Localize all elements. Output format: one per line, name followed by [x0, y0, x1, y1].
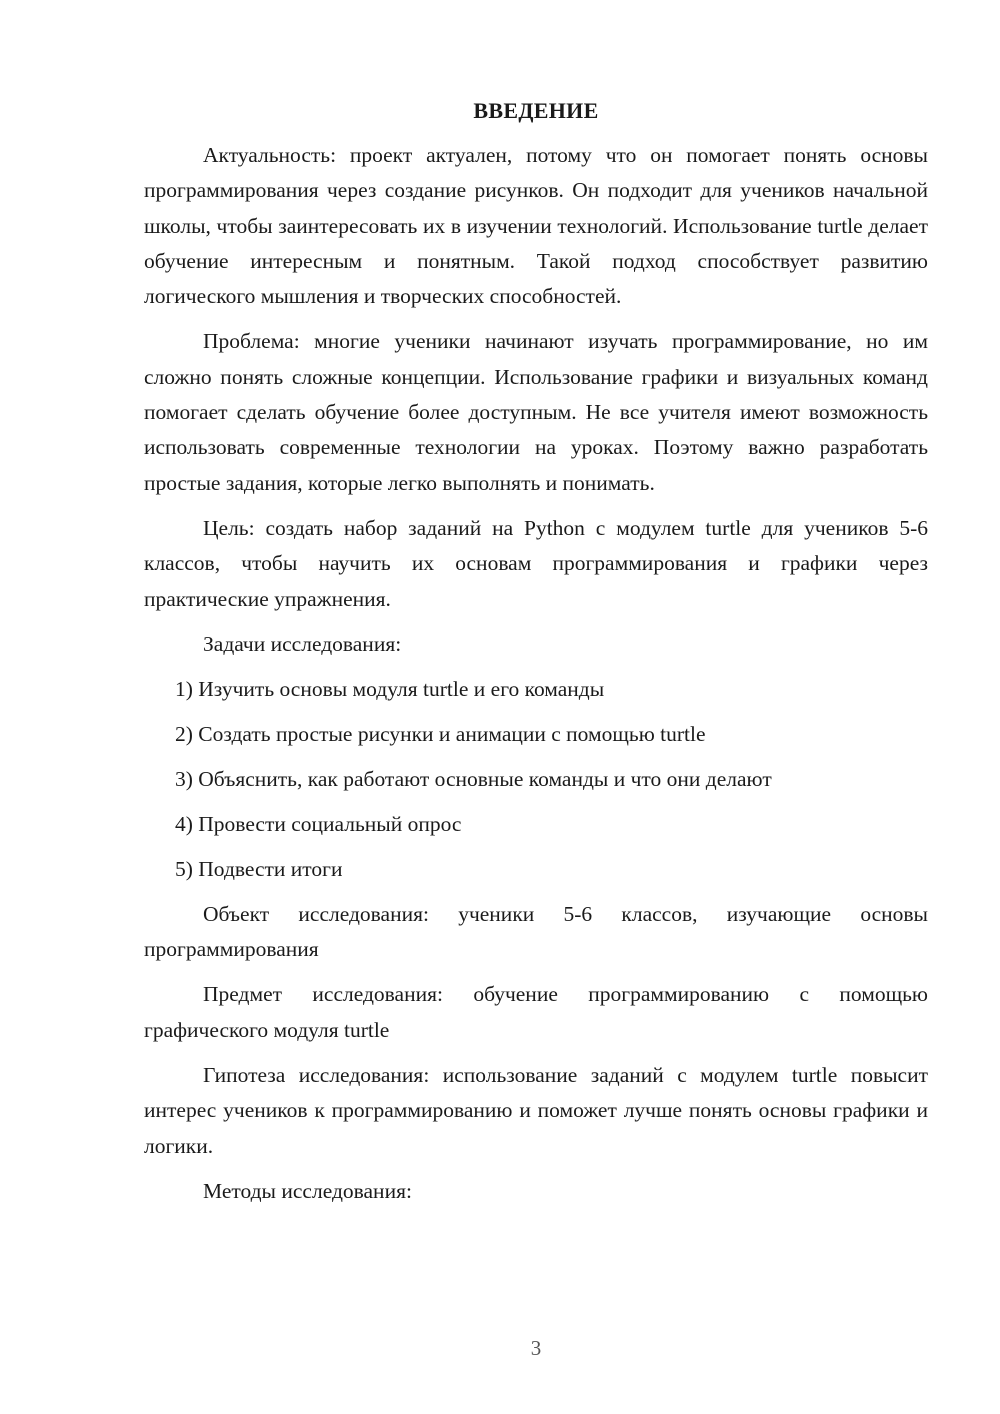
paragraph-goal: Цель: создать набор заданий на Python с модулем turtle для учеников 5-6 классов, чтобы научить их основам программирования и графики через практические упражнения. — [144, 515, 928, 611]
tasks-heading: Задачи исследования: — [203, 631, 402, 656]
paragraph-relevance: Актуальность: проект актуален, потому что он помогает понять основы программирования через создание рисунков. Он подходит для учеников начальной школы, чтобы заинтересовать их в изучении технологий. Использование turtle делает обучение интересным и понятным. Такой подход способствует развитию логического мышления и творческих способностей. — [144, 143, 928, 309]
methods-heading: Методы исследования: — [203, 1178, 412, 1203]
paragraph-object: Объект исследования: ученики 5-6 классов, изучающие основы программирования — [144, 901, 928, 962]
list-item: 3) Объяснить, как работают основные команды и что они делают — [175, 766, 772, 791]
list-item: 1) Изучить основы модуля turtle и его команды — [175, 676, 605, 701]
paragraph-hypothesis: Гипотеза исследования: использование заданий с модулем turtle повысит интерес учеников к программированию и поможет лучше понять основы графики и логики. — [144, 1063, 928, 1158]
page-number: 3 — [530, 1336, 542, 1360]
list-item: 5) Подвести итоги — [175, 856, 343, 881]
paragraph-problem: Проблема: многие ученики начинают изучать программирование, но им сложно понять сложные концепции. Использование графики и визуальных команд помогает сделать обучение более доступным. Не все учителя имеют возможность использовать современные технологии на уроках. Поэтому важно разработать простые задания, которые легко выполнять и понимать. — [144, 329, 928, 495]
tasks-list — [144, 672, 928, 887]
list-item: 4) Провести социальный опрос — [175, 811, 462, 836]
page-title: ВВЕДЕНИЕ — [473, 98, 599, 123]
list-item: 2) Создать простые рисунки и анимации с помощью turtle — [175, 721, 706, 746]
document-page — [144, 96, 928, 1219]
paragraph-subject: Предмет исследования: обучение программированию с помощью графического модуля turtle — [144, 982, 928, 1042]
